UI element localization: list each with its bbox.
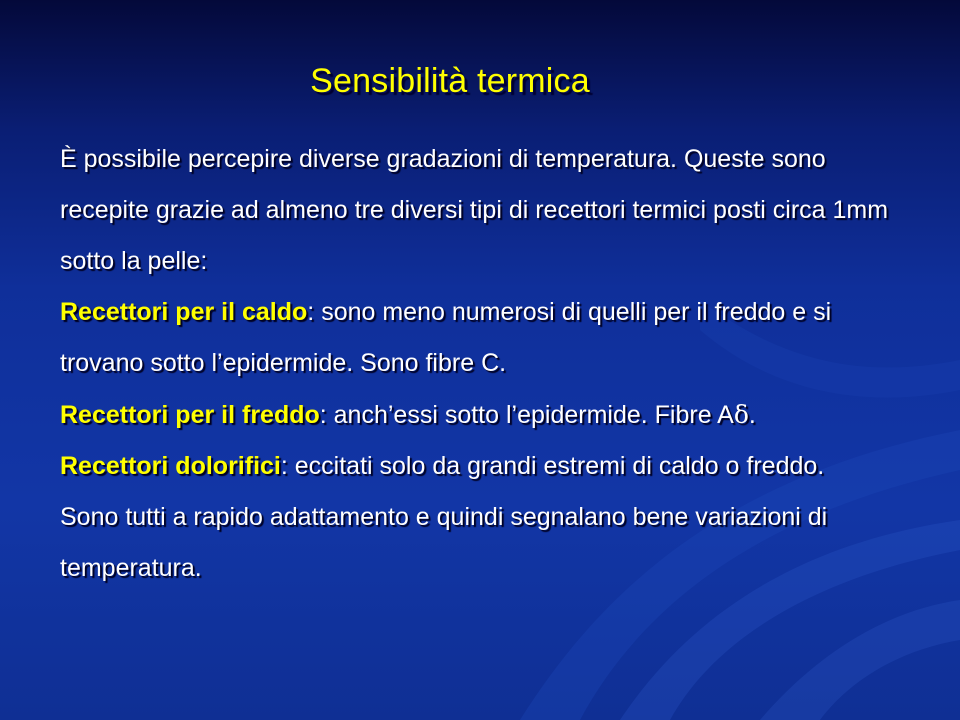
item-description: : eccitati solo da grandi estremi di caldo o freddo. — [280, 452, 825, 480]
item-description: : anch’essi sotto l’epidermide. Fibre A — [319, 401, 734, 429]
intro-paragraph: È possibile percepire diverse gradazioni di temperatura. Queste sono recepite grazie ad almeno tre diversi tipi di recettori termici posti circa 1mm sotto la pelle: — [60, 145, 889, 275]
item-term: Recettori dolorifici — [60, 452, 281, 480]
item-warm-receptors — [60, 287, 920, 389]
item-pain-receptors — [60, 441, 920, 492]
item-term: Recettori per il freddo — [60, 401, 320, 429]
item-description: : sono meno numerosi di quelli per il freddo e si trovano sotto l’epidermide. Sono fibre C. — [60, 298, 832, 377]
item-term: Recettori per il caldo — [60, 298, 308, 326]
greek-delta-symbol: δ — [733, 400, 749, 429]
item-tail: . — [748, 401, 756, 429]
slide-title: Sensibilità termica — [310, 62, 590, 100]
conclusion-paragraph: Sono tutti a rapido adattamento e quindi segnalano bene variazioni di temperatura. — [60, 503, 828, 582]
slide-body — [60, 134, 920, 594]
item-cold-receptors — [60, 389, 920, 441]
